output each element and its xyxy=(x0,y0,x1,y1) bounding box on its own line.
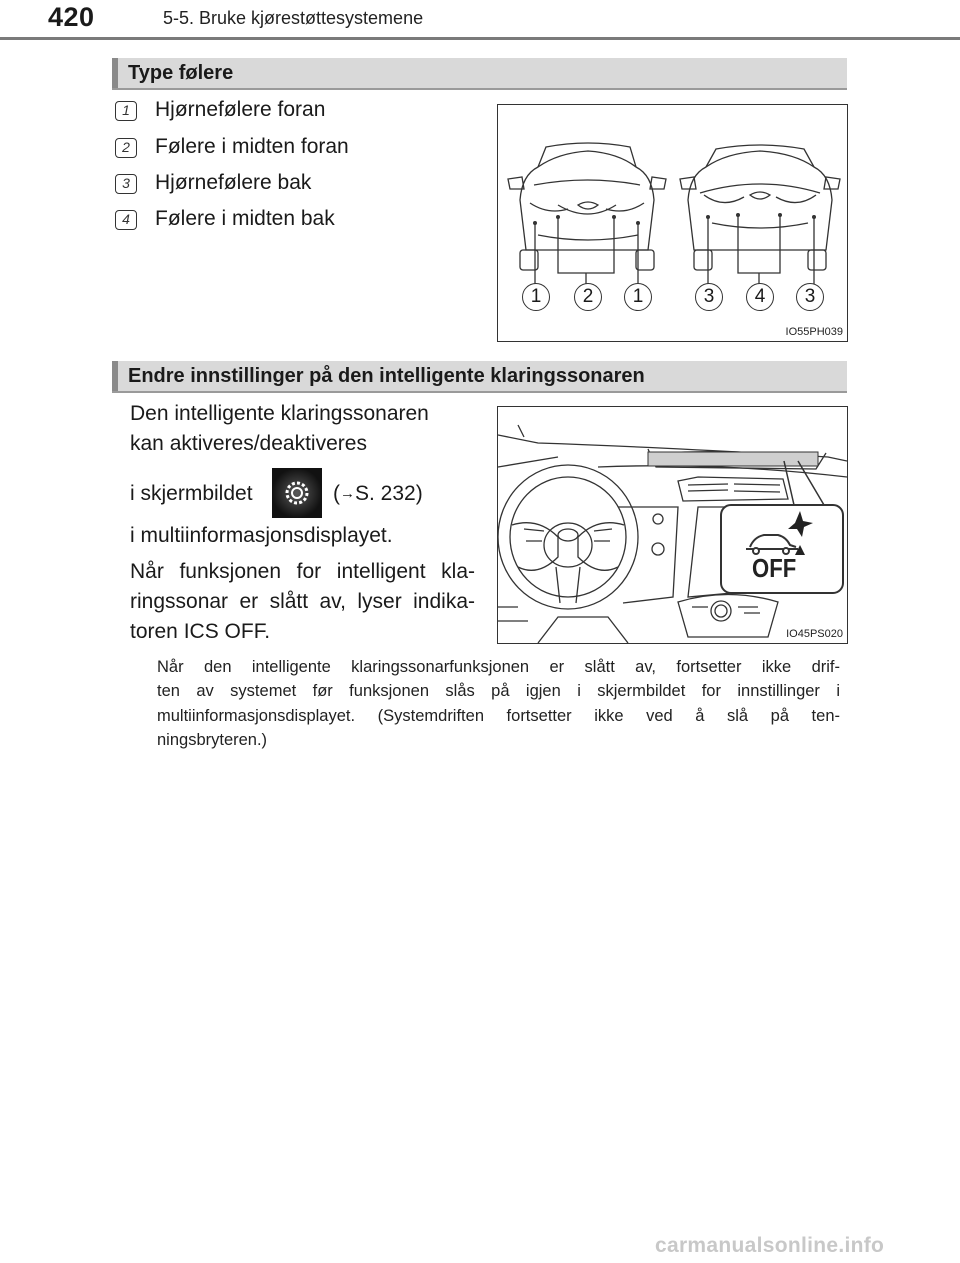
figure-id: IO45PS020 xyxy=(786,628,843,640)
list-item-label: Hjørnefølere foran xyxy=(155,98,326,121)
list-item-label: Følere i midten foran xyxy=(155,135,349,158)
item-number-badge: 4 xyxy=(115,210,137,230)
watermark: carmanualsonline.info xyxy=(655,1234,885,1257)
callout-marker: 3 xyxy=(695,283,723,311)
gear-icon xyxy=(272,468,322,518)
callout-marker: 2 xyxy=(574,283,602,311)
heading-bar xyxy=(112,58,118,88)
item-number-badge: 3 xyxy=(115,174,137,194)
list-item-label: Hjørnefølere bak xyxy=(155,171,312,194)
note-text-line: multiinformasjonsdisplayet. (Systemdriften fortsetter ikke ved å slå på ten- xyxy=(157,707,840,725)
page-number: 420 xyxy=(48,2,95,32)
heading-bar xyxy=(112,361,118,391)
callout-marker: 3 xyxy=(796,283,824,311)
body-text-line: toren ICS OFF. xyxy=(130,620,271,643)
body-text-line: kan aktiveres/deaktiveres xyxy=(130,432,367,455)
list-item-label: Følere i midten bak xyxy=(155,207,335,230)
section-heading-sensor-types xyxy=(112,58,847,90)
dashboard-figure xyxy=(497,406,848,644)
sensor-location-figure xyxy=(497,104,848,342)
section-heading-text: Type følere xyxy=(128,62,234,84)
note-text-line: ningsbryteren.) xyxy=(157,731,268,749)
arrow-right-icon: → xyxy=(340,485,355,502)
section-heading-change-settings xyxy=(112,361,847,393)
body-text-line: Den intelligente klaringssonaren xyxy=(130,402,429,425)
page-reference xyxy=(333,482,423,506)
body-text-line: i skjermbildet xyxy=(130,482,253,505)
ref-page-text: S. 232) xyxy=(355,482,423,505)
header-rule xyxy=(0,37,960,40)
ref-open-paren: ( xyxy=(333,482,340,505)
item-number-badge: 2 xyxy=(115,138,137,158)
item-number-badge: 1 xyxy=(115,101,137,121)
callout-marker: 1 xyxy=(624,283,652,311)
note-text-line: ten av systemet før funksjonen slås på igjen i skjermbildet for innstillinger i xyxy=(157,682,840,700)
car-sensor-illustration xyxy=(498,105,847,341)
ics-off-text: OFF xyxy=(752,553,797,583)
section-heading-text: Endre innstillinger på den intelligente klaringssonaren xyxy=(128,365,645,387)
callout-marker: 4 xyxy=(746,283,774,311)
dashboard-illustration xyxy=(498,407,847,643)
body-text-line: ringssonar er slått av, lyser indika- xyxy=(130,590,475,613)
body-text-line: i multiinformasjonsdisplayet. xyxy=(130,524,393,547)
body-text-line: Når funksjonen for intelligent kla- xyxy=(130,560,475,583)
note-text-line: Når den intelligente klaringssonarfunksjonen er slått av, fortsetter ikke drif- xyxy=(157,658,840,676)
figure-id: IO55PH039 xyxy=(785,326,843,338)
callout-marker: 1 xyxy=(522,283,550,311)
settings-gear-button-image xyxy=(272,468,322,518)
chapter-title: 5-5. Bruke kjørestøttesystemene xyxy=(163,8,424,28)
